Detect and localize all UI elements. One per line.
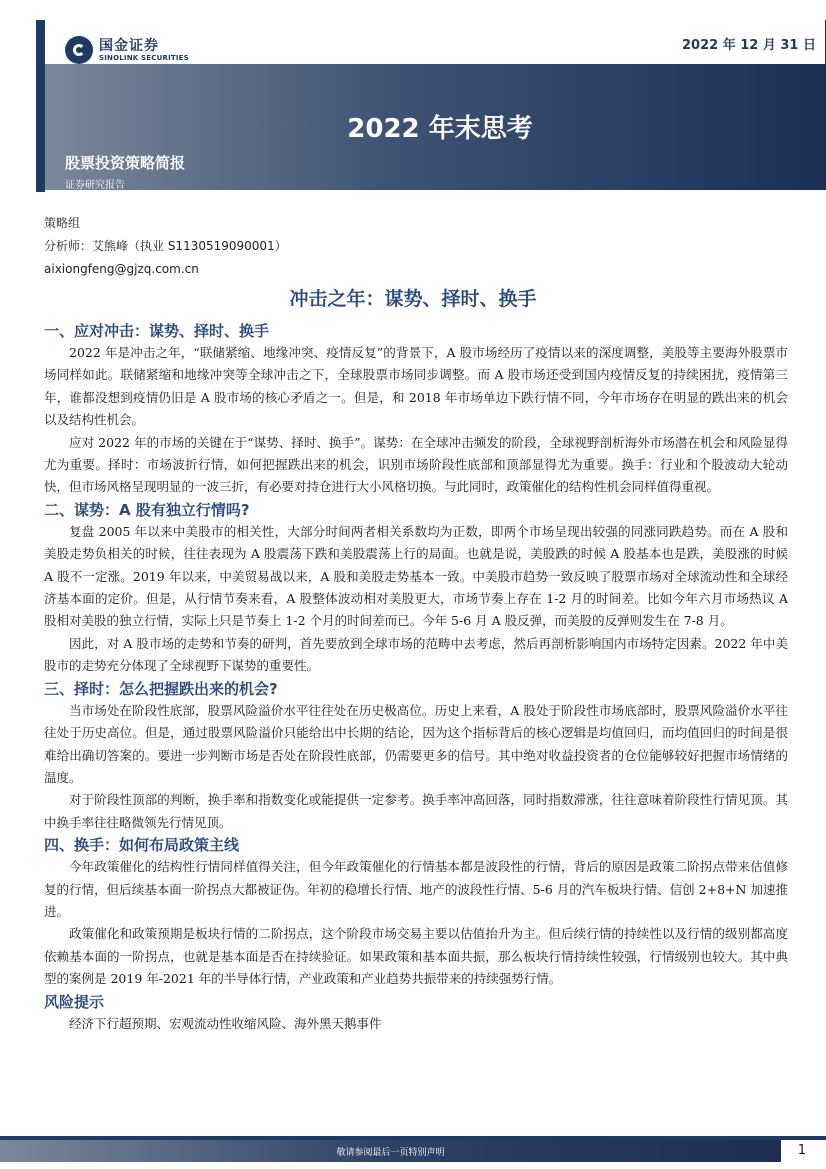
report-date: 2022 年 12 月 31 日 [682, 38, 816, 53]
report-title: 2022 年末思考 [347, 114, 533, 144]
logo-mark-icon [65, 36, 93, 64]
paragraph: 当市场处在阶段性底部，股票风险溢价水平往往处在历史极高位。历史上来看，A 股处于阶段性市场底部时，股票风险溢价水平往往处于历史高位。但是，通过股票风险溢价只能给出中长期的结论，因为这个指标背后的核心逻辑是均值回归，而均值回归的时间是很难给出确切答案的。要进一步判断市场是否处在阶段性底部，仍需要更多的信号。其中绝对收益投资者的仓位能够较好把握市场情绪的温度。 [44, 702, 788, 785]
section-heading: 一、应对冲击：谋势、择时、换手 [44, 322, 270, 340]
paragraph: 经济下行超预期、宏观流动性收缩风险、海外黑天鹅事件 [69, 1015, 382, 1031]
report-header [36, 20, 826, 192]
header-banner [45, 20, 826, 190]
report-category: 证券研究报告 [65, 180, 125, 191]
paragraph: 对于阶段性顶部的判断，换手率和指数变化或能提供一定参考。换手率冲高回落，同时指数滞涨，往往意味着阶段性行情见顶。其中换手率往往略微领先行情见顶。 [44, 792, 788, 830]
paragraph: 政策催化和政策预期是板块行情的二阶拐点，这个阶段市场交易主要以估值抬升为主。但后续行情的持续性以及行情的级别都高度依赖基本面的一阶拐点，也就是基本面是否在持续验证。如果政策和基本面共振，那么板块行情持续性较强，行情级别也较大。其中典型的案例是 2019 年-2021 年的半导体行情，产业政策和产业趋势共振带来的持续强势行情。 [44, 926, 788, 987]
main-title: 冲击之年：谋势、择时、换手 [289, 288, 537, 310]
analyst-email: aixiongfeng@gjzq.com.cn [44, 262, 199, 276]
team-name: 策略组 [44, 216, 81, 230]
report-body [44, 320, 788, 1035]
paragraph: 因此，对 A 股市场的走势和节奏的研判，首先要放到全球市场的范畴中去考虑，然后再剖析影响国内市场特定因素。2022 年中美股市的走势充分体现了全球视野下谋势的重要性。 [44, 635, 788, 674]
analyst-name: 分析师：艾熊峰（执业 S1130519090001） [44, 239, 287, 253]
paragraph: 今年政策催化的结构性行情同样值得关注，但今年政策催化的行情基本都是波段性的行情，背后的原因是政策二阶拐点带来估值修复的行情，但后续基本面一阶拐点大都被证伪。年初的稳增长行情、地产的波段性行情、5-6 月的汽车板块行情、信创 2+8+N 加速推进。 [44, 859, 788, 919]
section-heading: 四、换手：如何布局政策主线 [44, 836, 240, 855]
sinolink-logo [65, 36, 189, 64]
paragraph: 复盘 2005 年以来中美股市的相关性，大部分时间两者相关系数均为正数，即两个市场呈现出较强的同涨同跌趋势。而在 A 股和美股走势负相关的时候，往往表现为 A 股震荡下跌和美股震荡上行的局面。也就是说，美股跌的时候 A 股基本也是跌，美股涨的时候 A 股不一定涨。2019 年以来，中美贸易战以来，A 股和美股走势基本一致。中美股市趋势一致反映了股票市场对全球流动性和全球经济基本面的定价。但是，从行情节奏来看，A 股整体波动相对美股更大，市场节奏上存在 1-2 月的时间差。比如今年六月市场热议 A 股相对美股的独立行情，实际上只是节奏上 1-2 个月的时间差而已。今年 5-6 月 A 股反弹，而美股的反弹则发生在 7-8 月。 [44, 523, 788, 629]
paragraph: 2022 年是冲击之年，“联储紧缩、地缘冲突、疫情反复”的背景下，A 股市场经历了疫情以来的深度调整，美股等主要海外股票市场同样如此。联储紧缩和地缘冲突等全球冲击之下，全球股票市场同步调整。而 A 股市场还受到国内疫情反复的持续困扰，疫情第三年，谁都没想到疫情仍旧是 A 股市场的核心矛盾之一。但是，和 2018 年市场单边下跌行情不同，今年市场存在明显的跌出来的机会以及结构性机会。 [44, 345, 788, 428]
logo-en: SINOLINK SECURITIES [99, 53, 189, 62]
section-heading-risk: 风险提示 [44, 992, 105, 1011]
section-heading: 二、谋势：A 股有独立行情吗? [44, 500, 250, 519]
footer-disclaimer: 敬请参阅最后一页特别声明 [336, 1148, 445, 1158]
report-type: 股票投资策略简报 [65, 154, 186, 172]
logo-cn: 国金证券 [99, 37, 159, 54]
paragraph: 应对 2022 年的市场的关键在于“谋势、择时、换手”。谋势：在全球冲击频发的阶段，全球视野剖析海外市场潜在机会和风险显得尤为重要。择时：市场波折行情，如何把握跌出来的机会，识别市场阶段性底部和顶部显得尤为重要。换手：行业和个股波动大轮动快，但市场风格呈现明显的一波三折，有必要对持仓进行大小风格切换。与此同时，政策催化的结构性机会同样值得重视。 [44, 434, 788, 495]
page-number: 1 [797, 1143, 806, 1158]
section-heading: 三、择时：怎么把握跌出来的机会? [44, 679, 278, 698]
header-accent-bar [36, 20, 45, 192]
analyst-info [44, 212, 287, 281]
